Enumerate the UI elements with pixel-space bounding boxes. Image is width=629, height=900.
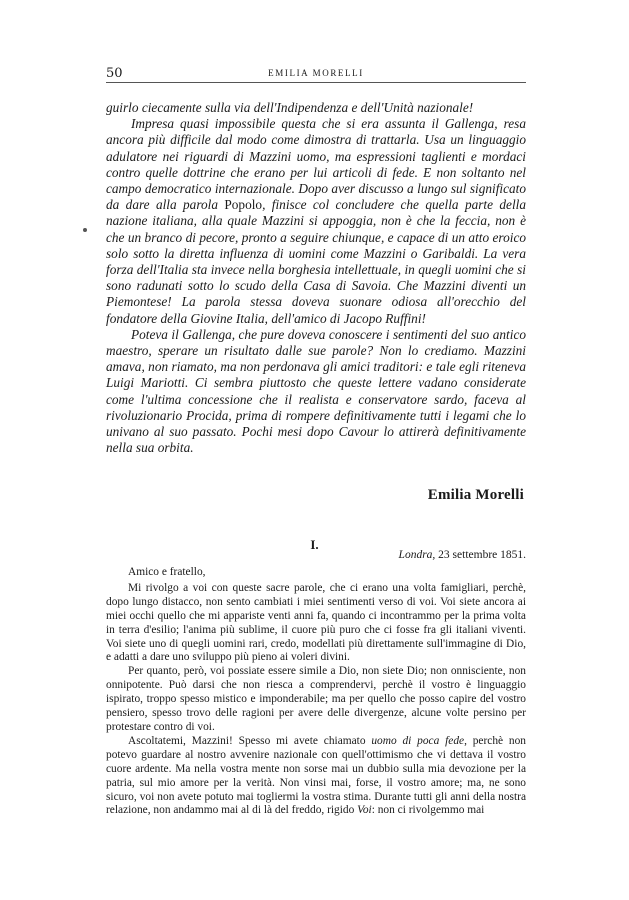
letter-paragraph-3: Ascoltatemi, Mazzini! Spesso mi avete chiamato uomo di poca fede, perchè non potevo guardare al nostro avvenire nazionale con quell'ottimismo che vi dettava il vostro cuore ardente. Ma nella vostra mente non sorse mai un dubbio sulla mia devozione per la patria, sul mio amore per la verità. Non vinsi mai, forse, il vostro amore; ma, ne sono sicuro, voi non avete potuto mai togliermi la vostra stima. Durante tutti gli anni della nostra relazione, non andammo mai al di là del freddo, rigido Voi: non ci rivolgemmo mai: [106, 734, 526, 817]
letter-paragraph-2: Per quanto, però, voi possiate essere simile a Dio, non siete Dio; non onnisciente, non onnipotente. Può darsi che non riesca a comprendervi, perchè il vostro è linguaggio ispirato, troppo spesso mistico e imponderabile; ma per quello che posso capire del vostro pensiero, spesso trovo delle ragioni per avere delle divergenze, alcune volte persino per protestare contro di voi.: [106, 665, 526, 733]
essay-conclusion: [106, 100, 526, 456]
page-number: 50: [106, 66, 123, 81]
running-head: EMILIA MORELLI: [268, 68, 364, 78]
letter-number: I.: [310, 537, 319, 552]
header-rule: [106, 82, 526, 83]
letter-body: [106, 566, 526, 818]
essay-paragraph-3: Poteva il Gallenga, che pure doveva conoscere i sentimenti del suo antico maestro, sperare un risultato dalle sue parole? Non lo crediamo. Mazzini amava, non riamato, ma non perdonava gli amici traditori: e tale egli riteneva Luigi Mariotti. Ci sembra piuttosto che queste lettere vadano considerate come l'ultima concessione che il realista e conservatore sardo, faceva al rivoluzionario Procida, prima di rompere definitivamente tutti i legami che lo univano al suo passato. Pochi mesi dopo Cavour lo attirerà definitivamente nella sua orbita.: [106, 326, 526, 456]
essay-paragraph-1: guirlo ciecamente sulla via dell'Indipendenza e dell'Unità nazionale!: [106, 100, 474, 115]
letter-date: 23 settembre 1851.: [438, 549, 526, 561]
letter-place: Londra,: [398, 549, 436, 561]
phrase-uomo-di-poca-fede: uomo di poca fede: [371, 734, 465, 747]
margin-dot: [83, 228, 87, 232]
author-signature: Emilia Morelli: [427, 487, 524, 503]
essay-paragraph-2: Impresa quasi impossibile questa che si era assunta il Gallenga, resa ancora più difficile dal modo come dimostra di trattarla. Usa un linguaggio adulatore nei riguardi di Mazzini uomo, ma espressioni taglienti e mordaci contro quelle dottrine che erano per lui articoli di fede. E non soltanto nel campo democratico internazionale. Dopo aver discusso a lungo sul significato da dare alla parola Popolo, finisce col concludere che quella parte della nazione italiana, alla quale Mazzini si appoggia, non è che la feccia, non è che un branco di pecore, pronto a seguire chiunque, e capace di un atto eroico solo sotto la diretta influenza di uomini come Mazzini o Garibaldi. La vera forza dell'Italia sta invece nella borghesia intellettuale, in quegli uomini che si sono radunati sotto lo scudo della Casa di Savoia. Che Mazzini diventi un Piemontese! La parola stessa doveva suonare odiosa all'orecchio del fondatore della Giovine Italia, dell'amico di Jacopo Ruffini!: [106, 116, 526, 326]
letter-dateline: [399, 549, 526, 561]
letter-paragraph-1: Mi rivolgo a voi con queste sacre parole, che ci erano una volta famigliari, perchè, dopo lungo distacco, non sento cambiati i miei sentimenti verso di voi. Voi siete ancora ai miei occhi quello che mi appariste venti anni fa, quando ci incontrammo per la prima volta in terra d'esilio; l'anima più sublime, il cuore più puro che ci fosse fra gli italiani viventi. Voi siete uno di quegli uomini rari, credo, modellati più direttamente sull'immagine di Dio, e adatti a dare uno sviluppo più pieno ai voleri divini.: [106, 581, 526, 664]
word-popolo: Popolo: [224, 197, 263, 213]
letter-salutation: Amico e fratello,: [128, 566, 206, 578]
word-voi: Voi: [357, 804, 372, 817]
